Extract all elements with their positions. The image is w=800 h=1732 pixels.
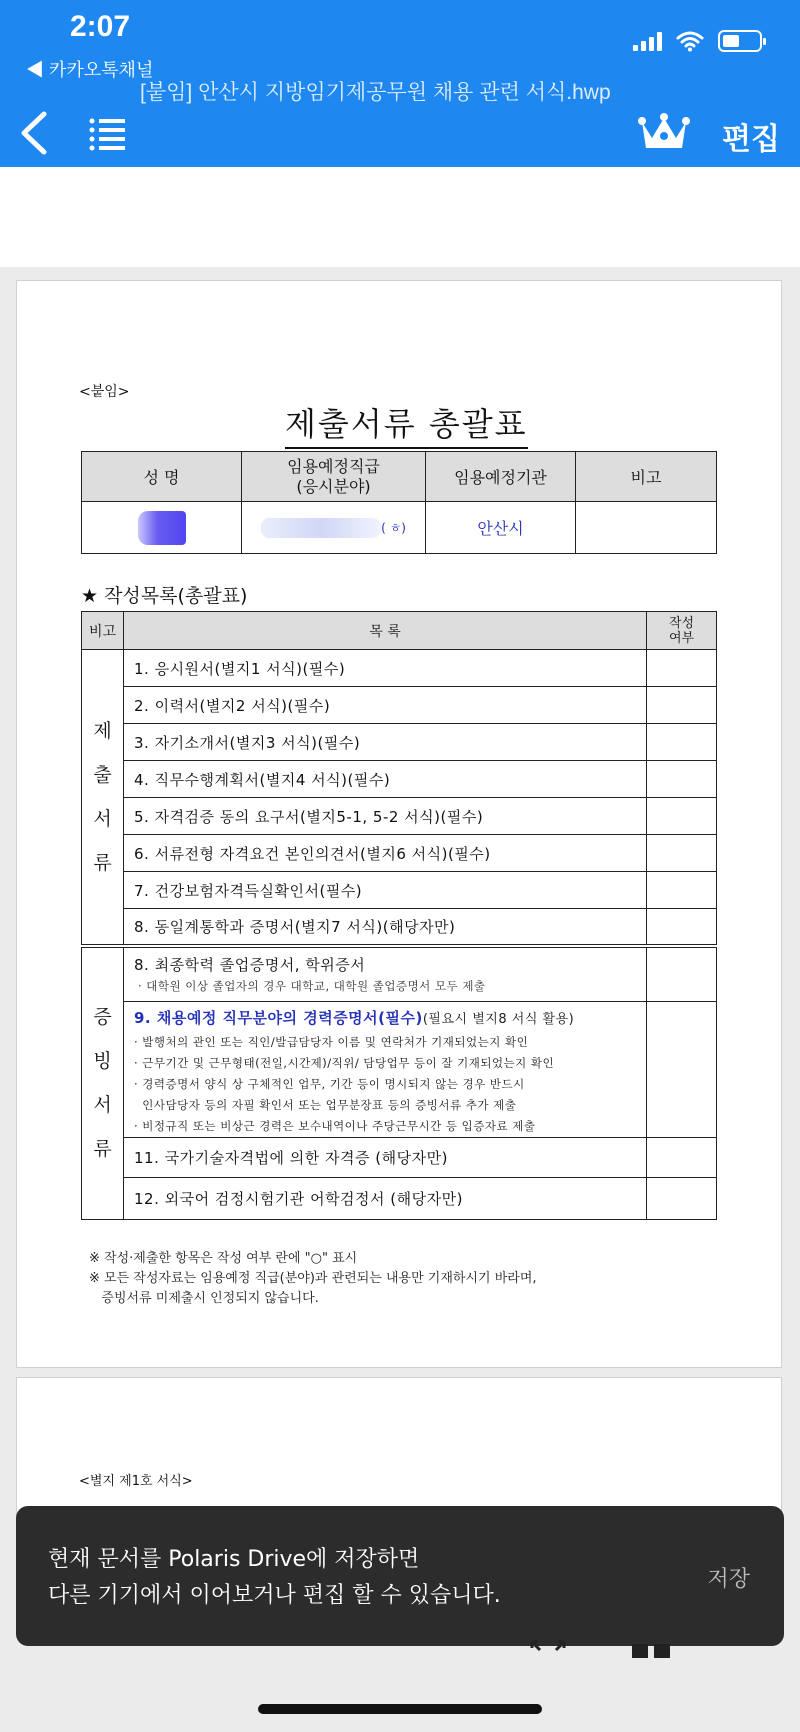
- applicant-table: [81, 451, 717, 554]
- note-line: ※ 모든 작성자료는 임용예정 직급(분야)과 관련되는 내용만 기재하시기 바라며,: [89, 1271, 537, 1286]
- edit-button[interactable]: 편집: [722, 123, 780, 156]
- item-9-bullet: · 비정규직 또는 비상근 경력은 보수내역이나 주당근무시간 등 입증자료 제출: [134, 1119, 536, 1133]
- item-9-bullet: · 근무기간 및 근무형태(전일,시간제)/직위/ 담당업무 등이 잘 기재되었는지 확인: [134, 1056, 555, 1070]
- attach-label: <붙임>: [79, 384, 130, 400]
- check-cell[interactable]: [647, 724, 717, 761]
- agency-cell: 안산시: [426, 502, 576, 554]
- document-list-table: [81, 611, 717, 1220]
- list-item: 5. 자격검증 동의 요구서(별지5-1, 5-2 서식)(필수): [124, 798, 647, 835]
- position-cell: [242, 502, 426, 554]
- back-arrow-icon[interactable]: [14, 108, 54, 158]
- crown-icon[interactable]: [638, 112, 690, 154]
- toast-message: [48, 1542, 501, 1614]
- check-cell[interactable]: [647, 650, 717, 687]
- document-title: [붙임] 안산시 지방임기제공무원 채용 관련 서식.hwp: [140, 81, 611, 104]
- notes: [89, 1249, 537, 1309]
- remark-cell: [576, 502, 717, 554]
- item-9-text: 9. 채용예정 직무분야의 경력증명서(필수): [134, 1009, 423, 1027]
- list-item: 6. 서류전형 자격요건 본인의견서(별지6 서식)(필수): [124, 835, 647, 872]
- check-cell[interactable]: [647, 1178, 717, 1220]
- check-cell[interactable]: [647, 1002, 717, 1138]
- list-item: 3. 자기소개서(별지3 서식)(필수): [124, 724, 647, 761]
- status-icons: [633, 30, 762, 52]
- list-item: 4. 직무수행계획서(별지4 서식)(필수): [124, 761, 647, 798]
- check-cell[interactable]: [647, 1138, 717, 1178]
- list-item: 2. 이력서(별지2 서식)(필수): [124, 687, 647, 724]
- bottom-toolbar: [0, 1640, 800, 1680]
- item-9-small: (필요시 별지8 서식 활용): [422, 1012, 575, 1027]
- battery-icon: [718, 30, 762, 52]
- list-item: 7. 건강보험자격득실확인서(필수): [124, 872, 647, 909]
- document-page-1: [16, 280, 782, 1368]
- note-line: ※ 작성·제출한 항목은 작성 여부 란에 "○" 표시: [89, 1251, 358, 1266]
- item-8b-sub: · 대학원 이상 졸업자의 경우 대학교, 대학원 졸업증명서 모두 제출: [138, 979, 486, 994]
- list-item: 12. 외국어 검정시험기관 어학검정서 (해당자만): [124, 1178, 647, 1220]
- check-cell[interactable]: [647, 946, 717, 1002]
- check-cell[interactable]: [647, 687, 717, 724]
- list-item: [124, 946, 647, 1002]
- item-9-bullet: · 발행처의 관인 또는 직인/발급담당자 이름 및 연락처가 기재되었는지 확인: [134, 1035, 529, 1049]
- group-submit: 제 출 서 류: [82, 650, 124, 946]
- applicant-name-cell: [82, 502, 242, 554]
- home-indicator[interactable]: [258, 1704, 542, 1714]
- toast-line: 현재 문서를 Polaris Drive에 저장하면: [48, 1547, 420, 1572]
- page-title: 제출서류 총괄표: [285, 399, 528, 449]
- signal-icon: [633, 31, 662, 51]
- header-agency: 임용예정기관: [426, 452, 576, 502]
- item-9-bullet: 인사담당자 등의 자필 확인서 또는 업무분장표 등의 증빙서류 추가 제출: [134, 1098, 517, 1112]
- fullscreen-icon[interactable]: [528, 1640, 568, 1660]
- item-8b-text: 8. 최종학력 졸업증명서, 학위증서: [134, 956, 366, 975]
- list-header-note: 비고: [82, 612, 124, 650]
- check-cell[interactable]: [647, 761, 717, 798]
- check-cell[interactable]: [647, 872, 717, 909]
- app-header: [0, 0, 800, 167]
- list-item: 11. 국가기술자격법에 의한 자격증 (해당자만): [124, 1138, 647, 1178]
- list-item: [124, 1002, 647, 1138]
- group-evidence: 증 빙 서 류: [82, 946, 124, 1220]
- redacted-name: [138, 511, 186, 545]
- check-cell[interactable]: [647, 909, 717, 946]
- grid-icon[interactable]: [630, 1640, 672, 1660]
- list-header-items: 목 록: [124, 612, 647, 650]
- status-time: 2:07: [70, 10, 131, 43]
- wifi-icon: [676, 30, 704, 52]
- list-header-check: 작성 여부: [647, 612, 717, 650]
- form-label: <별지 제1호 서식>: [79, 1474, 193, 1489]
- note-line: 증빙서류 미제출시 인정되지 않습니다.: [89, 1291, 319, 1306]
- list-menu-icon[interactable]: [88, 116, 126, 152]
- check-cell[interactable]: [647, 835, 717, 872]
- top-whitespace: [0, 167, 800, 267]
- position-fragment: ( ㅎ): [381, 521, 406, 536]
- list-item: 1. 응시원서(별지1 서식)(필수): [124, 650, 647, 687]
- redacted-position: [261, 518, 381, 538]
- section-title: ★ 작성목록(총괄표): [81, 585, 248, 607]
- header-position: 임용예정직급 (응시분야): [242, 452, 426, 502]
- toast-save-button[interactable]: 저장: [707, 1567, 750, 1592]
- back-to-app-link[interactable]: ◀ 카카오톡채널: [26, 60, 154, 80]
- list-item: 8. 동일계통학과 증명서(별지7 서식)(해당자만): [124, 909, 647, 946]
- save-toast: [16, 1506, 784, 1646]
- header-remark: 비고: [576, 452, 717, 502]
- check-cell[interactable]: [647, 798, 717, 835]
- toast-line: 다른 기기에서 이어보거나 편집 할 수 있습니다.: [48, 1583, 501, 1608]
- header-name: 성 명: [82, 452, 242, 502]
- item-9-bullet: · 경력증명서 양식 상 구체적인 업무, 기간 등이 명시되지 않는 경우 반드시: [134, 1077, 525, 1091]
